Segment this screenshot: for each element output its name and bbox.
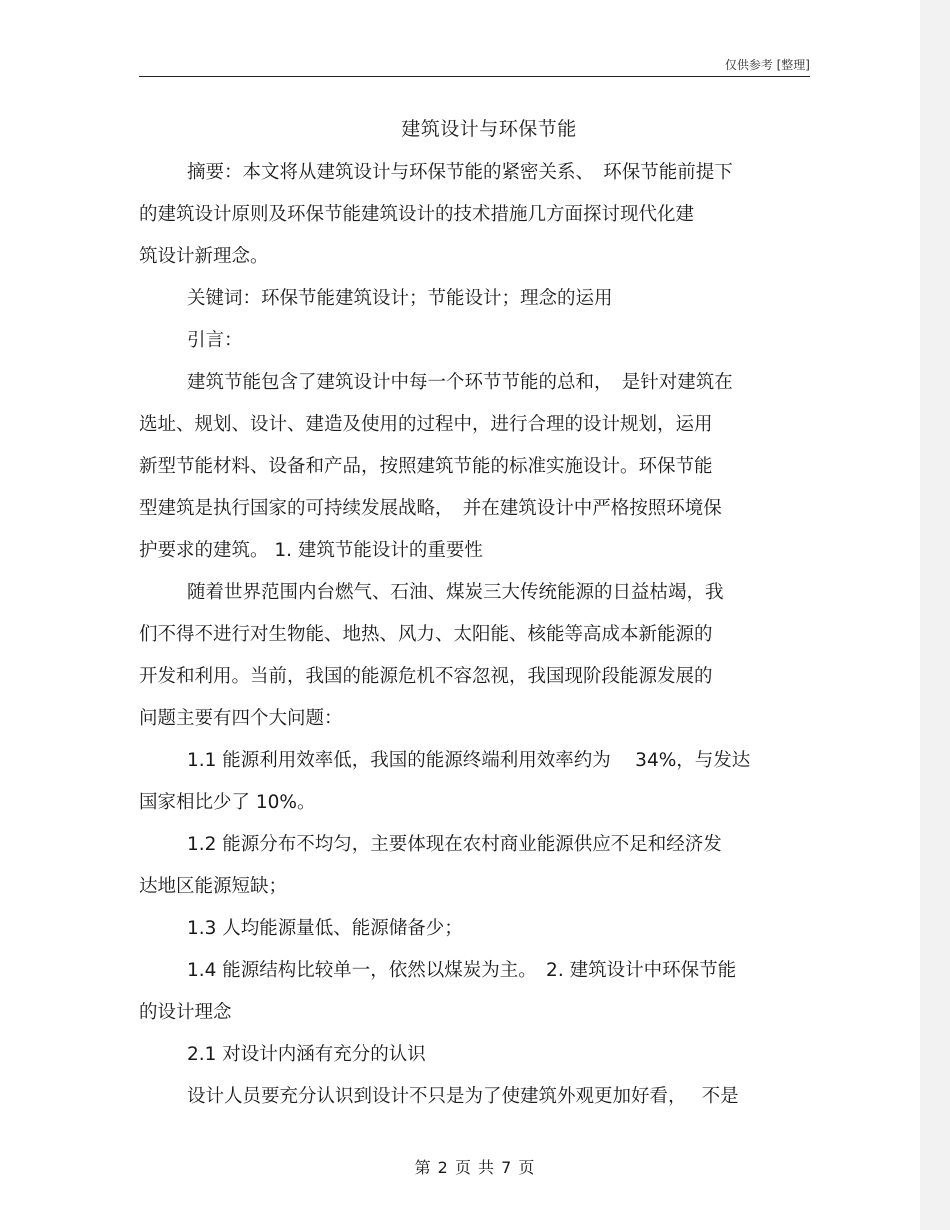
text-line: 护要求的建筑。 1. 建筑节能设计的重要性: [139, 540, 483, 561]
text-line: 开发和利用。当前，我国的能源危机不容忽视，我国现阶段能源发展的: [139, 666, 713, 687]
text-line: 引言：: [187, 330, 243, 351]
text-line: 随着世界范围内台燃气、石油、煤炭三大传统能源的日益枯竭，我: [187, 582, 724, 603]
header-note: 仅供参考 [整理]: [724, 58, 810, 72]
text-line: 们不得不进行对生物能、地热、风力、太阳能、核能等高成本新能源的: [139, 624, 713, 645]
text-line: 关键词：环保节能建筑设计；节能设计；理念的运用: [187, 288, 613, 309]
text-line: 达地区能源短缺；: [139, 876, 288, 897]
page-margin-edge: [920, 0, 950, 1230]
text-line: 1.4 能源结构比较单一，依然以煤炭为主。 2. 建筑设计中环保节能: [187, 960, 737, 981]
text-line: 问题主要有四个大问题：: [139, 708, 343, 729]
text-line: 的建筑设计原则及环保节能建筑设计的技术措施几方面探讨现代化建: [139, 204, 695, 225]
text-line: 筑设计新理念。: [139, 246, 269, 267]
document-title: 建筑设计与环保节能: [401, 118, 577, 140]
text-line: 国家相比少了 10%。: [139, 792, 316, 813]
text-line: 的设计理念: [139, 1002, 232, 1023]
text-line: 型建筑是执行国家的可持续发展战略， 并在建筑设计中严格按照环境保: [139, 498, 722, 519]
text-line: 1.2 能源分布不均匀，主要体现在农村商业能源供应不足和经济发: [187, 834, 722, 855]
body-text: [139, 152, 810, 1118]
text-line: 摘要：本文将从建筑设计与环保节能的紧密关系、 环保节能前提下: [187, 162, 733, 183]
header-rule: [139, 76, 810, 77]
text-line: 2.1 对设计内涵有充分的认识: [187, 1044, 426, 1065]
page-number-footer: 第 2 页 共 7 页: [414, 1158, 536, 1177]
text-line: 设计人员要充分认识到设计不只是为了使建筑外观更加好看， 不是: [187, 1086, 739, 1107]
text-line: 新型节能材料、设备和产品，按照建筑节能的标准实施设计。环保节能: [139, 456, 713, 477]
text-line: 建筑节能包含了建筑设计中每一个环节节能的总和， 是针对建筑在: [187, 372, 733, 393]
text-line: 选址、规划、设计、建造及使用的过程中，进行合理的设计规划，运用: [139, 414, 713, 435]
text-line: 1.3 人均能源量低、能源储备少；: [187, 918, 463, 939]
text-line: 1.1 能源利用效率低，我国的能源终端利用效率约为 34%，与发达: [187, 750, 751, 771]
